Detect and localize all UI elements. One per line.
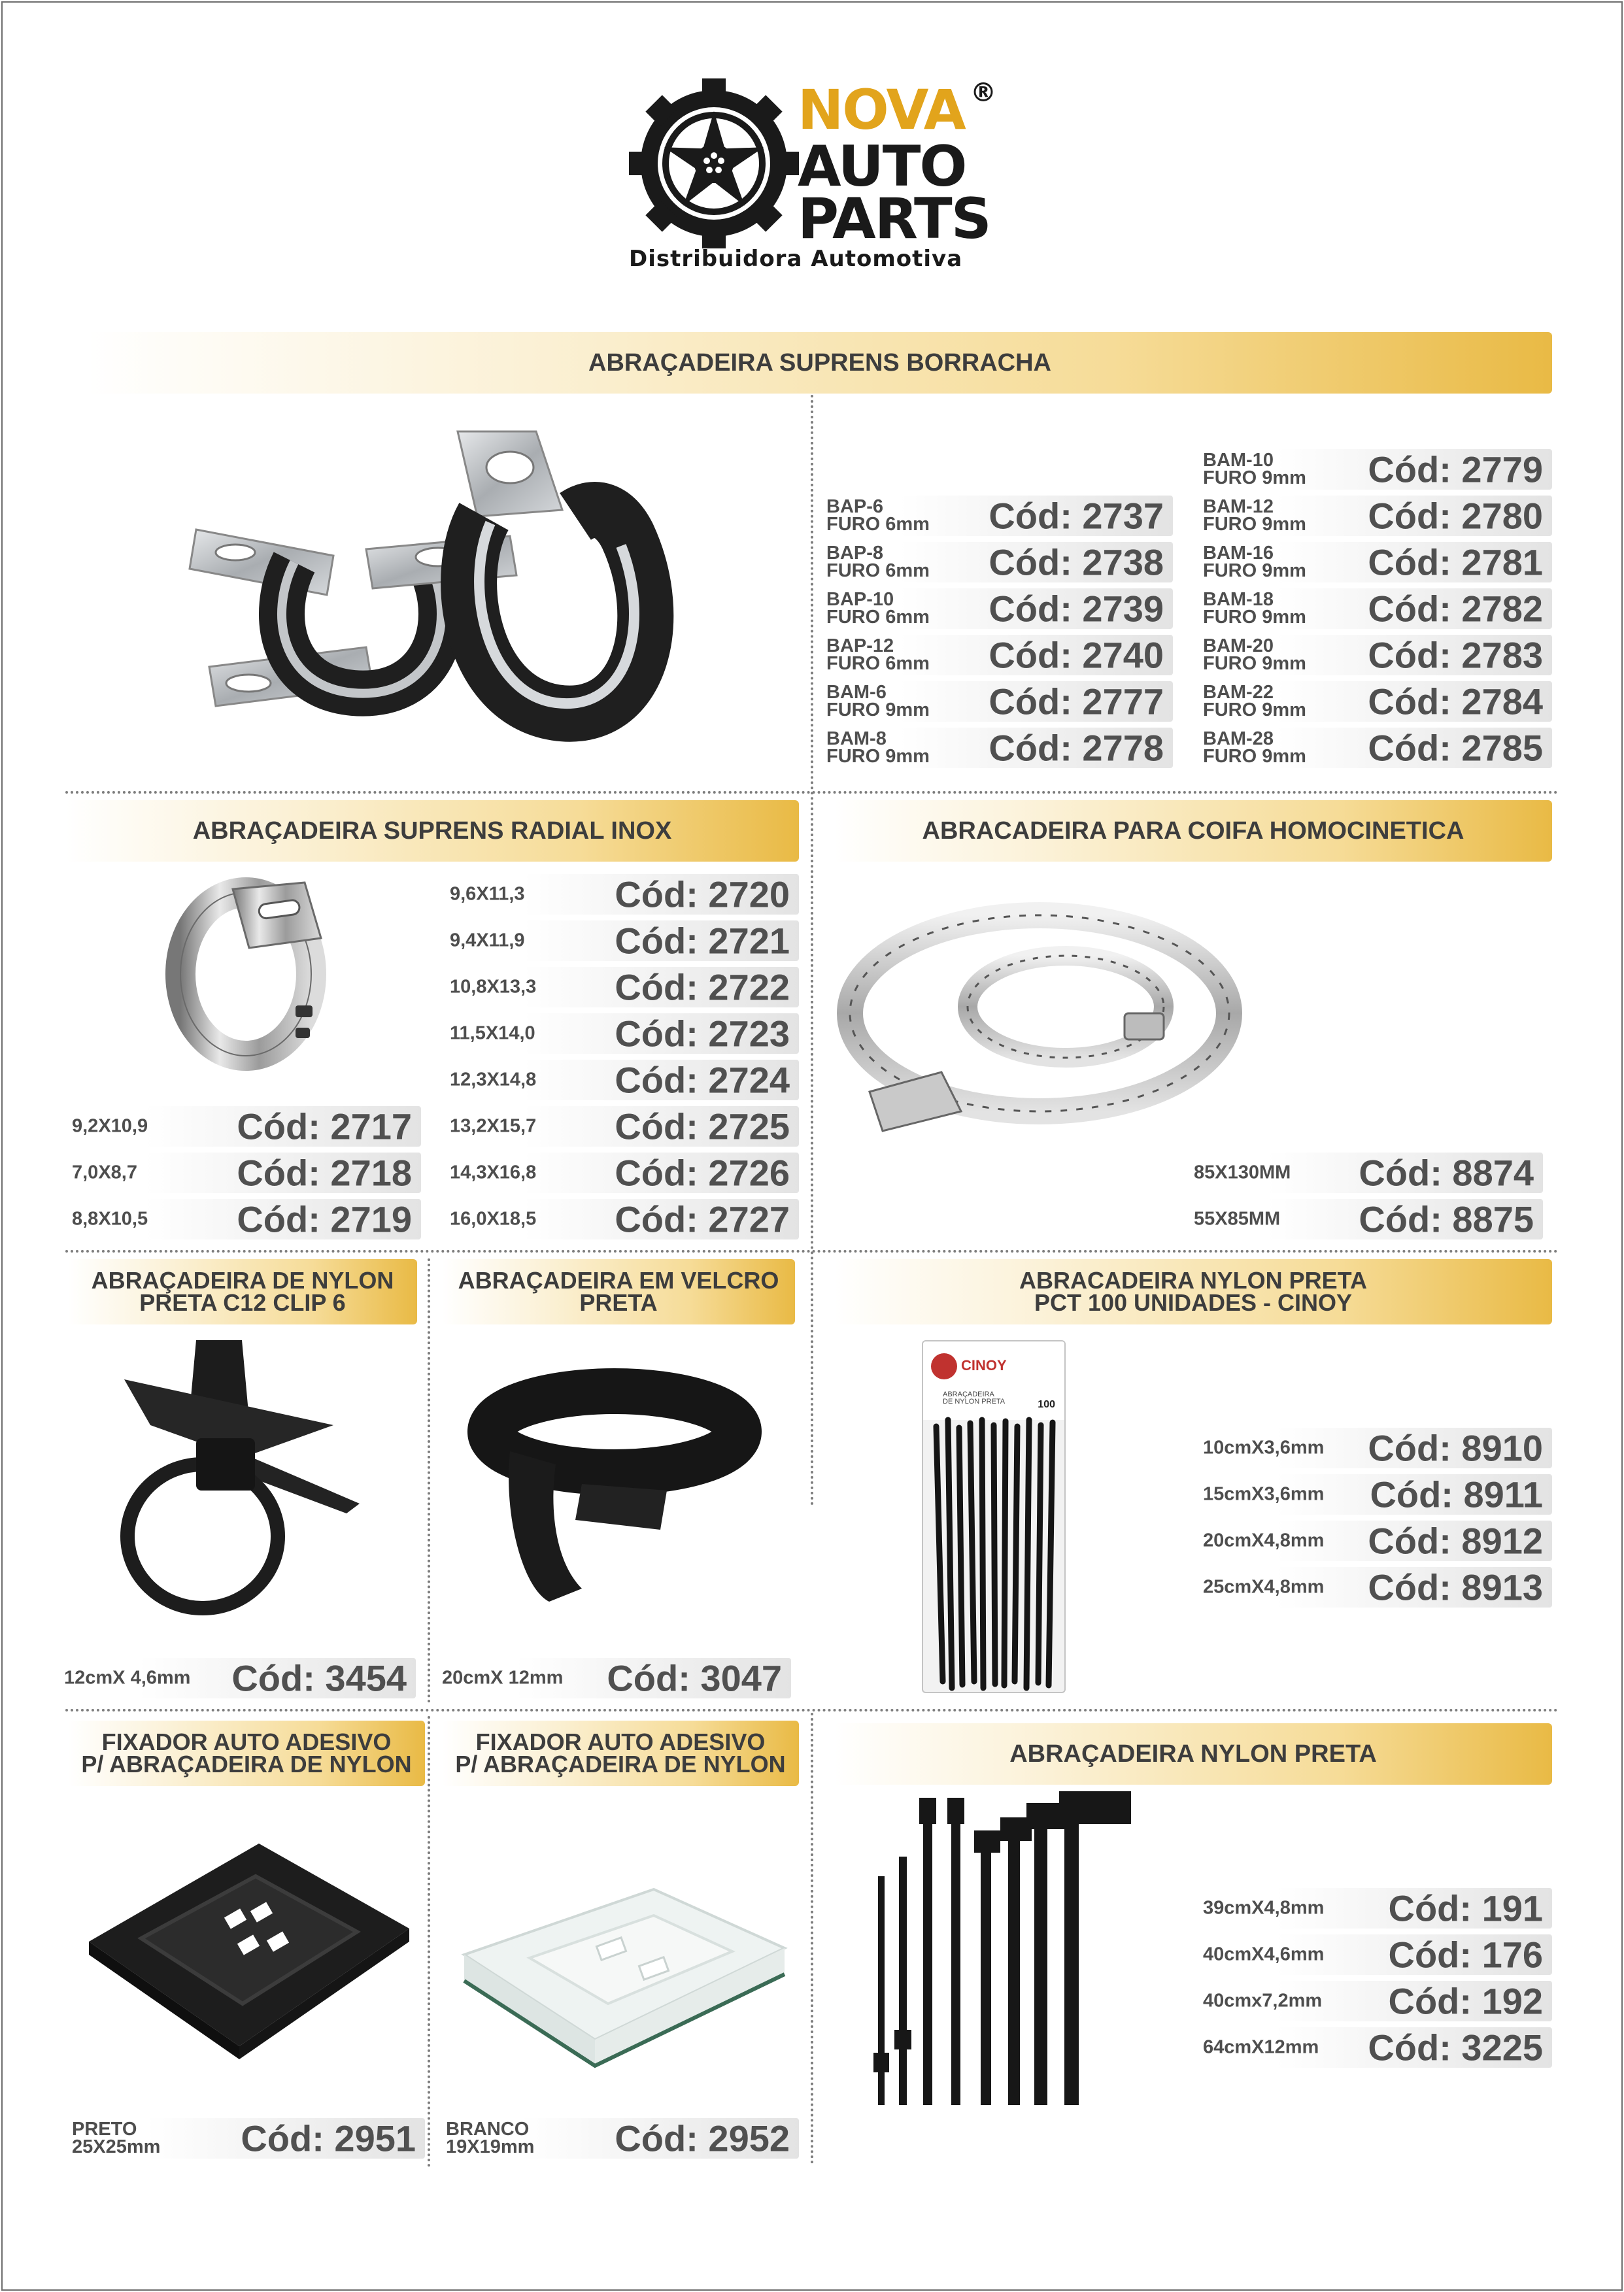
product-row <box>1199 449 1552 490</box>
product-size-label: 40cmX4,6mm <box>1203 1944 1325 1965</box>
product-size-label: 13,2X15,7 <box>450 1115 537 1137</box>
product-row <box>438 1658 791 1698</box>
product-code: Cód: 8875 <box>1359 1198 1534 1240</box>
product-size-label: 55X85MM <box>1194 1208 1281 1230</box>
product-row <box>68 1153 421 1193</box>
product-row <box>822 635 1173 675</box>
product-code: Cód: 2725 <box>615 1105 790 1147</box>
product-size-label: BAM-10 FURO 9mm <box>1203 450 1306 488</box>
product-row <box>1199 542 1552 582</box>
ear-clamp-image <box>167 876 337 1072</box>
divider <box>65 1250 1559 1253</box>
product-row <box>68 1199 421 1239</box>
product-code: Cód: 2782 <box>1368 588 1543 630</box>
section-title-coifa: ABRACADEIRA PARA COIFA HOMOCINETICA <box>834 800 1552 862</box>
section-title-nylon-clip: ABRAÇADEIRA DE NYLON PRETA C12 CLIP 6 <box>68 1259 417 1324</box>
product-size-label: BAM-16 FURO 9mm <box>1203 543 1306 581</box>
product-code: Cód: 2724 <box>615 1059 790 1101</box>
rubber-clamp-image <box>170 405 693 745</box>
product-code: Cód: 2740 <box>989 634 1164 676</box>
product-size-label: BAP-10 FURO 6mm <box>826 589 930 628</box>
product-size-label: 9,2X10,9 <box>72 1115 148 1137</box>
product-row <box>60 1658 416 1698</box>
product-code: Cód: 2726 <box>615 1152 790 1194</box>
section-title-nylon-preta: ABRAÇADEIRA NYLON PRETA <box>834 1723 1552 1785</box>
product-size-label: 9,4X11,9 <box>450 930 525 951</box>
product-size-label: 14,3X16,8 <box>450 1162 537 1183</box>
divider <box>811 1713 813 2164</box>
product-code: Cód: 2721 <box>615 920 790 962</box>
product-row <box>822 496 1173 536</box>
product-row <box>822 588 1173 629</box>
product-code: Cód: 2737 <box>989 495 1164 537</box>
product-row <box>1199 2027 1552 2068</box>
product-row <box>1199 1428 1552 1468</box>
product-row <box>1199 635 1552 675</box>
cable-ties-image <box>870 1791 1144 2112</box>
package-product: ABRAÇADEIRA DE NYLON PRETA <box>943 1390 1006 1406</box>
product-size-label: 40cmx7,2mm <box>1203 1990 1323 2012</box>
product-size-label: 8,8X10,5 <box>72 1208 148 1230</box>
product-code: Cód: 192 <box>1388 1980 1543 2022</box>
logo-word-nova: NOVA <box>798 78 965 142</box>
product-code: Cód: 3225 <box>1368 2027 1543 2068</box>
registered-mark: ® <box>970 78 995 108</box>
product-code: Cód: 2717 <box>237 1105 412 1147</box>
product-size-label: 85X130MM <box>1194 1162 1291 1183</box>
product-size-label: 15cmX3,6mm <box>1203 1483 1325 1505</box>
product-size-label: BAM-22 FURO 9mm <box>1203 682 1306 720</box>
product-code: Cód: 2718 <box>237 1152 412 1194</box>
section-title-suprens-borracha: ABRAÇADEIRA SUPRENS BORRACHA <box>88 332 1552 394</box>
product-code: Cód: 2778 <box>989 727 1164 769</box>
black-adhesive-mount-image <box>82 1830 409 2066</box>
product-row <box>68 1106 421 1147</box>
product-code: Cód: 2719 <box>237 1198 412 1240</box>
product-size-label: BRANCO 19X19mm <box>446 2119 535 2157</box>
section-title-velcro: ABRAÇADEIRA EM VELCRO PRETA <box>442 1259 795 1324</box>
white-adhesive-mount-image <box>458 1876 785 2085</box>
product-size-label: BAM-18 FURO 9mm <box>1203 589 1306 628</box>
product-row <box>68 2118 425 2159</box>
product-code: Cód: 2738 <box>989 541 1164 583</box>
divider <box>428 1716 430 2167</box>
product-size-label: 25cmX4,8mm <box>1203 1576 1325 1598</box>
product-row <box>822 542 1173 582</box>
product-code: Cód: 2739 <box>989 588 1164 630</box>
product-row <box>446 1153 799 1193</box>
product-size-label: 20cmX4,8mm <box>1203 1530 1325 1551</box>
product-code: Cód: 3454 <box>231 1657 407 1699</box>
product-size-label: 11,5X14,0 <box>450 1022 535 1044</box>
product-code: Cód: 8911 <box>1370 1474 1543 1515</box>
product-row <box>446 874 799 915</box>
product-row <box>822 728 1173 768</box>
product-row <box>822 681 1173 722</box>
product-code: Cód: 2784 <box>1368 681 1543 722</box>
product-size-label: BAM-28 FURO 9mm <box>1203 728 1306 767</box>
product-size-label: BAM-12 FURO 9mm <box>1203 496 1306 535</box>
product-row <box>1199 588 1552 629</box>
product-row <box>1199 1934 1552 1975</box>
product-code: Cód: 176 <box>1388 1934 1543 1976</box>
product-size-label: BAM-6 FURO 9mm <box>826 682 930 720</box>
product-row <box>446 1060 799 1100</box>
cv-boot-clamp-image <box>843 896 1249 1170</box>
product-code: Cód: 191 <box>1388 1887 1543 1929</box>
product-code: Cód: 2727 <box>615 1198 790 1240</box>
product-size-label: 64cmX12mm <box>1203 2036 1319 2058</box>
product-code: Cód: 2783 <box>1368 634 1543 676</box>
product-code: Cód: 3047 <box>607 1657 782 1699</box>
product-code: Cód: 8874 <box>1359 1152 1534 1194</box>
product-row <box>446 1013 799 1054</box>
product-size-label: 20cmX 12mm <box>442 1667 564 1689</box>
product-code: Cód: 8913 <box>1368 1566 1543 1608</box>
section-title-nylon-cinoy: ABRACADEIRA NYLON PRETA PCT 100 UNIDADES - CINOY <box>834 1259 1552 1324</box>
product-code: Cód: 2781 <box>1368 541 1543 583</box>
product-size-label: 39cmX4,8mm <box>1203 1897 1325 1919</box>
product-size-label: 9,6X11,3 <box>450 883 525 905</box>
product-row <box>1199 1888 1552 1929</box>
product-size-label: BAP-8 FURO 6mm <box>826 543 930 581</box>
product-size-label: BAM-20 FURO 9mm <box>1203 635 1306 674</box>
product-row <box>1199 496 1552 536</box>
product-code: Cód: 2722 <box>615 966 790 1008</box>
product-size-label: 7,0X8,7 <box>72 1162 137 1183</box>
product-row <box>1199 1567 1552 1608</box>
product-row <box>442 2118 799 2159</box>
logo-word-parts: PARTS <box>798 186 990 252</box>
product-row <box>1190 1153 1543 1193</box>
product-row <box>1199 681 1552 722</box>
product-code: Cód: 2785 <box>1368 727 1543 769</box>
product-size-label: 12,3X14,8 <box>450 1069 537 1090</box>
product-size-label: BAM-8 FURO 9mm <box>826 728 930 767</box>
logo-word-auto: AUTO <box>798 134 966 199</box>
package-brand: CINOY <box>961 1357 1007 1374</box>
product-row <box>1199 728 1552 768</box>
logo-tagline: Distribuidora Automotiva <box>629 246 963 272</box>
product-size-label: BAP-6 FURO 6mm <box>826 496 930 535</box>
product-size-label: 10,8X13,3 <box>450 976 537 998</box>
product-size-label: BAP-12 FURO 6mm <box>826 635 930 674</box>
gear-wheel-icon <box>629 78 799 248</box>
product-code: Cód: 2779 <box>1368 448 1543 490</box>
divider <box>428 1258 430 1703</box>
section-title-fixador-preto: FIXADOR AUTO ADESIVO P/ ABRAÇADEIRA DE NYLON <box>68 1721 425 1786</box>
product-row <box>1199 1521 1552 1561</box>
product-code: Cód: 2720 <box>615 873 790 915</box>
divider <box>811 395 813 1506</box>
product-code: Cód: 8912 <box>1368 1520 1543 1562</box>
velcro-strap-image <box>471 1379 758 1615</box>
product-size-label: PRETO 25X25mm <box>72 2119 161 2157</box>
product-row <box>446 967 799 1007</box>
product-code: Cód: 2952 <box>615 2117 790 2159</box>
product-code: Cód: 8910 <box>1368 1427 1543 1469</box>
product-code: Cód: 2951 <box>241 2117 416 2159</box>
product-row <box>446 1199 799 1239</box>
divider <box>65 791 1559 794</box>
product-size-label: 16,0X18,5 <box>450 1208 537 1230</box>
product-row <box>446 1106 799 1147</box>
product-row <box>1190 1199 1543 1239</box>
section-title-radial-inox: ABRAÇADEIRA SUPRENS RADIAL INOX <box>65 800 799 862</box>
push-mount-tie-image <box>98 1340 373 1621</box>
cinoy-package-image <box>922 1340 1066 1693</box>
product-code: Cód: 2780 <box>1368 495 1543 537</box>
divider <box>65 1709 1559 1711</box>
product-size-label: 12cmX 4,6mm <box>64 1667 191 1689</box>
section-title-fixador-branco: FIXADOR AUTO ADESIVO P/ ABRAÇADEIRA DE NYLON <box>442 1721 799 1786</box>
package-qty: 100 <box>1038 1399 1055 1410</box>
product-row <box>1199 1981 1552 2021</box>
product-code: Cód: 2777 <box>989 681 1164 722</box>
product-code: Cód: 2723 <box>615 1013 790 1054</box>
product-row <box>1199 1474 1552 1515</box>
product-size-label: 10cmX3,6mm <box>1203 1437 1325 1458</box>
product-row <box>446 920 799 961</box>
